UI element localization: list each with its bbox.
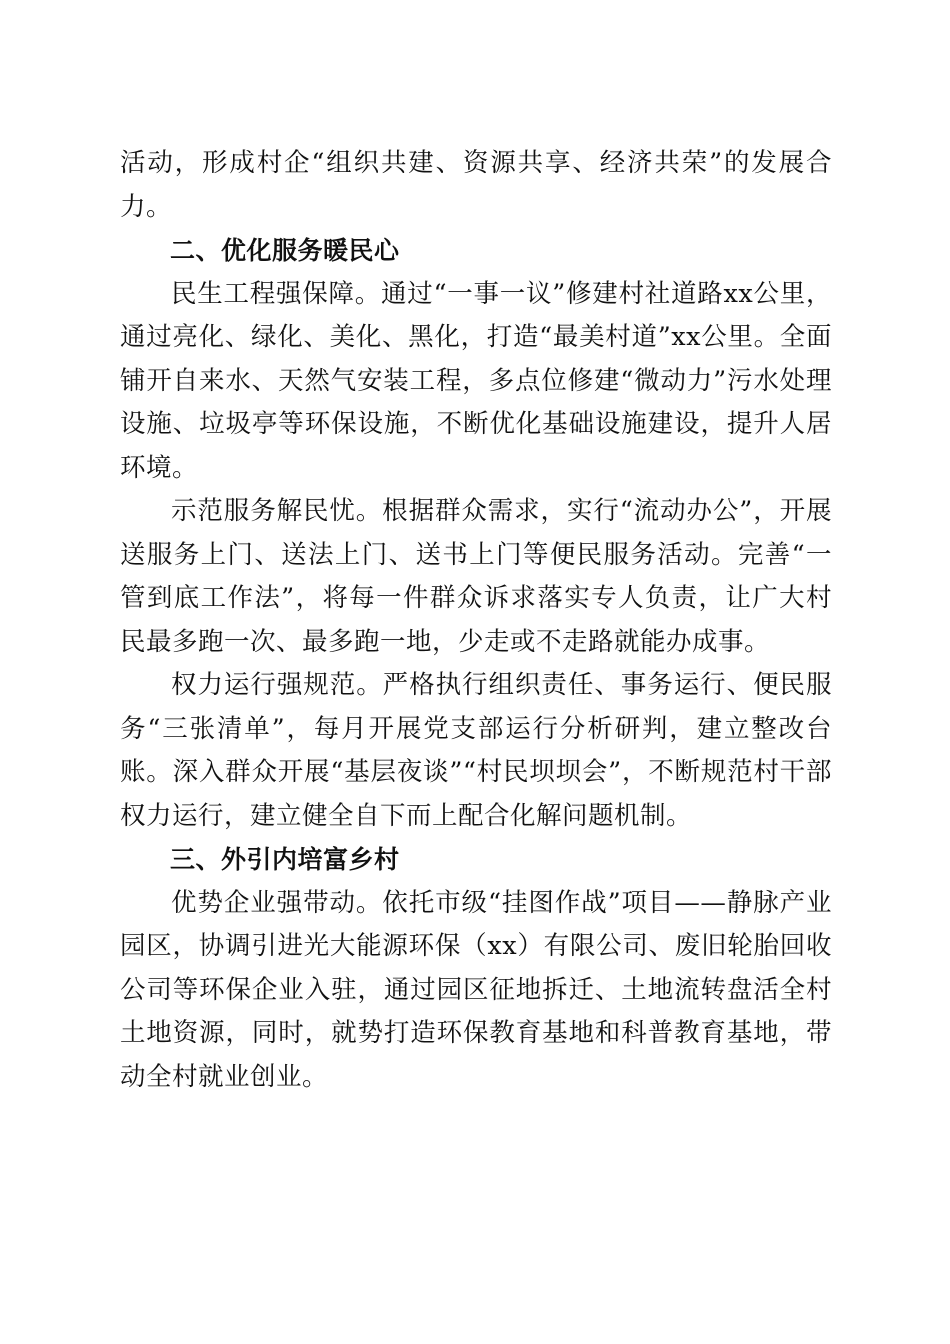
paragraph-model-services: 示范服务解民忧。根据群众需求，实行“流动办公”，开展送服务上门、送法上门、送书上门等便民服务活动。完善“一管到底工作法”，将每一件群众诉求落实专人负责，让广大村民最多跑一次、最多跑一地，少走或不走路就能办成事。 [120,496,832,657]
section-heading-2: 二、优化服务暖民心 [170,236,400,265]
paragraph-livelihood-projects: 民生工程强保障。通过“一事一议”修建村社道路xx公里，通过亮化、绿化、美化、黑化，打造“最美村道”xx公里。全面铺开自来水、天然气安装工程，多点位修建“微动力”污水处理设施、垃圾亭等环保设施，不断优化基础设施建设，提升人居环境。 [120,278,832,483]
paragraph-leading-enterprises: 优势企业强带动。依托市级“挂图作战”项目——静脉产业园区，协调引进光大能源环保（xx）有限公司、废旧轮胎回收公司等环保企业入驻，通过园区征地拆迁、土地流转盘活全村土地资源，同时，就势打造环保教育基地和科普教育基地，带动全村就业创业。 [120,887,832,1092]
continuation-paragraph: 活动，形成村企“组织共建、资源共享、经济共荣”的发展合力。 [120,148,832,222]
paragraph-power-operation: 权力运行强规范。严格执行组织责任、事务运行、便民服务“三张清单”，每月开展党支部运行分析研判，建立整改台账。深入群众开展“基层夜谈”“村民坝坝会”，不断规范村干部权力运行，建立健全自下而上配合化解问题机制。 [120,670,832,831]
document-body [120,142,832,1099]
section-heading-3: 三、外引内培富乡村 [170,845,400,874]
